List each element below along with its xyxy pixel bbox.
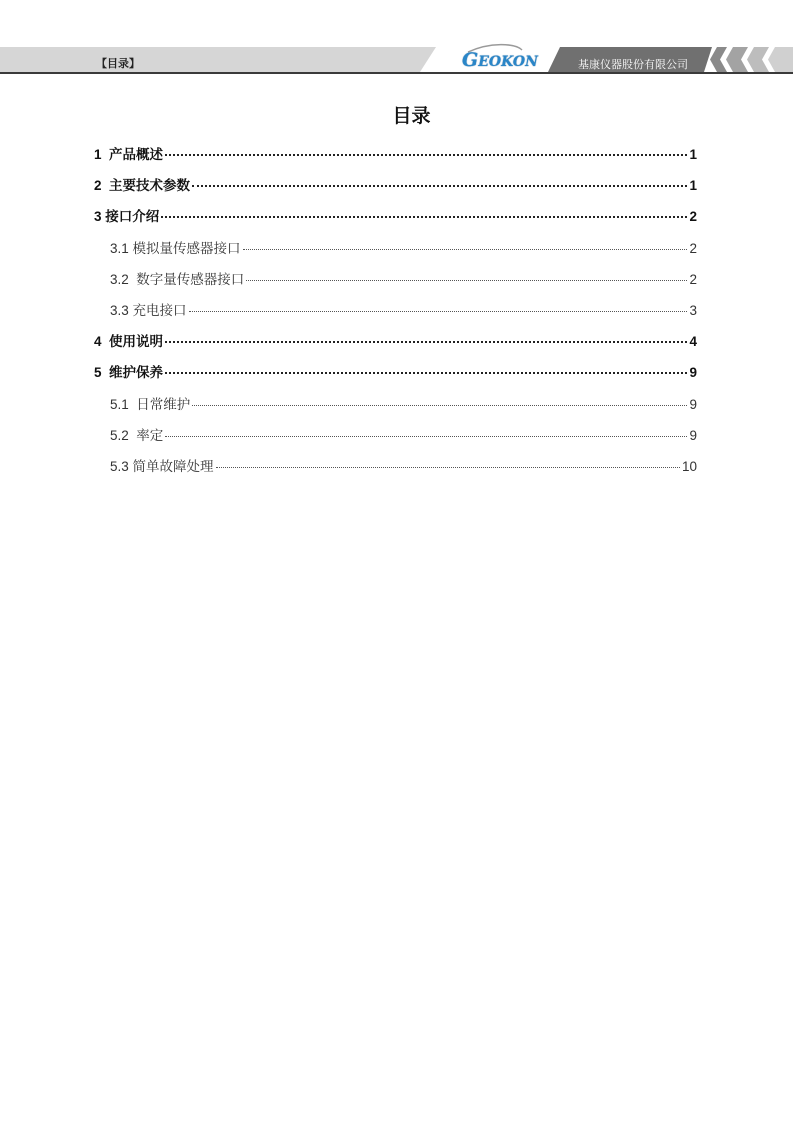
toc-dot-leader [246, 280, 687, 281]
toc-entry[interactable] [110, 271, 697, 289]
toc-entry-number: 5 [94, 365, 110, 380]
toc-dot-leader [243, 249, 688, 250]
toc-entry-page: 10 [681, 459, 697, 474]
toc-entry-page: 9 [689, 428, 697, 443]
toc-entry-title: 接口介绍 [105, 209, 160, 224]
toc-dot-leader [165, 436, 687, 437]
toc-dot-leader [165, 341, 687, 343]
toc-entry-page: 2 [689, 272, 697, 287]
company-name: 基康仪器股份有限公司 [578, 59, 688, 71]
toc-entry-page: 2 [689, 209, 697, 224]
toc-entry[interactable] [110, 240, 697, 258]
toc-entry-number: 3 [94, 209, 106, 224]
toc-dot-leader [165, 154, 687, 156]
toc-entry-title: 主要技术参数 [109, 178, 191, 193]
toc-dot-leader [165, 372, 687, 374]
toc-entry-number: 5.2 [110, 428, 137, 443]
toc-entry-title: 充电接口 [132, 303, 187, 318]
toc-entry-title: 日常维护 [136, 397, 191, 412]
toc-dot-leader [192, 185, 687, 187]
toc-dot-leader [216, 467, 680, 468]
toc-entry[interactable] [94, 364, 697, 382]
toc-entry-page: 9 [689, 397, 697, 412]
toc-entry-title: 模拟量传感器接口 [132, 241, 241, 256]
page-header [0, 0, 793, 80]
toc-entry[interactable] [94, 177, 697, 195]
toc-entry-page: 1 [689, 178, 697, 193]
toc-entry-number: 2 [94, 178, 110, 193]
toc-entry[interactable] [110, 396, 697, 414]
toc-entry-number: 3.2 [110, 272, 137, 287]
toc-entry-title: 维护保养 [109, 365, 164, 380]
toc-entry-title: 简单故障处理 [132, 459, 214, 474]
toc-entry-page: 3 [689, 303, 697, 318]
toc-dot-leader [192, 405, 687, 406]
toc-entry-number: 4 [94, 334, 110, 349]
toc-entry-page: 4 [689, 334, 697, 349]
toc-entry-number: 1 [94, 147, 110, 162]
toc-entry-number: 3.1 [110, 241, 133, 256]
section-tag: 【目录】 [96, 58, 140, 70]
toc-dot-leader [161, 216, 687, 218]
logo-initial: G [462, 49, 479, 71]
geokon-logo [462, 51, 538, 71]
toc-entry-page: 2 [689, 241, 697, 256]
toc-entry[interactable] [110, 302, 697, 320]
toc-entry-number: 5.1 [110, 397, 137, 412]
toc-entry[interactable] [94, 208, 697, 226]
logo-rest: EOKON [478, 54, 538, 70]
toc-entry[interactable] [110, 427, 697, 445]
toc-entry-title: 产品概述 [109, 147, 164, 162]
toc-entry-number: 3.3 [110, 303, 133, 318]
toc-entry-title: 率定 [136, 428, 164, 443]
toc-entry-number: 5.3 [110, 459, 133, 474]
toc-title: 目录 [392, 106, 431, 127]
toc-entry[interactable] [94, 146, 697, 164]
toc-entry-title: 使用说明 [109, 334, 164, 349]
toc-entry[interactable] [110, 458, 697, 476]
toc-entry-page: 9 [689, 365, 697, 380]
toc-dot-leader [189, 311, 688, 312]
toc-entry-page: 1 [689, 147, 697, 162]
toc-entry-title: 数字量传感器接口 [136, 272, 245, 287]
toc-entry[interactable] [94, 333, 697, 351]
